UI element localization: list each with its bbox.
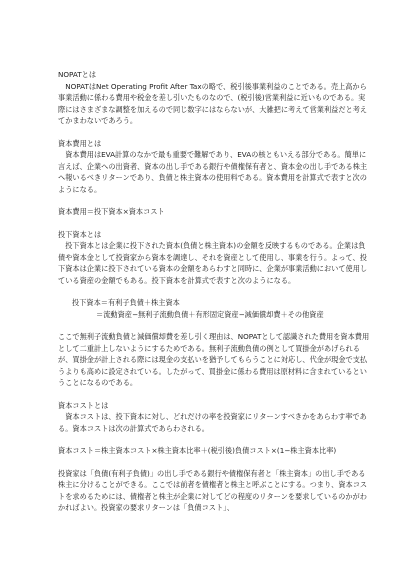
spacer (58, 320, 371, 331)
cost-of-capital-formula: 資本コスト＝株主資本コスト×株主資本比率＋(税引後)負債コスト×(1−株主資本比率) (58, 446, 337, 455)
spacer (58, 195, 371, 206)
spacer (58, 127, 371, 138)
capital-charge-formula: 資本費用＝投下資本×資本コスト (58, 207, 165, 216)
spacer (58, 218, 371, 229)
invested-capital-note: ここで無利子流動負債と減価償却費を差し引く理由は、NOPATとして認識された費用を資本費用として二重計上しないようにするためである。無利子流動負債の例として買掛金があげられるが、買掛金が計上される際には現金の支払いを猶予してもらうことに対応し、代金が現金で支払うよりも高めに設定されている。したがって、買掛金に係わる費用は原材料に含まれているということになるのである。 (58, 332, 370, 387)
cost-of-capital-closing: 投資家は「負債(有利子負債)」の出し手である銀行や債権保有者と「株主資本」の出し手である株主に分けることができる。ここでは前者を債権者と株主と呼ぶことにする。つまり、資本コストを求めるためには、債権者と株主が企業に対してどの程度のリターンを要求しているのかがわかればよい。投資家の要求リターンは「負債コスト」、 (58, 468, 368, 512)
capital-charge-body: 資本費用はEVA計算のなかで最も重要で難解であり、EVAの核ともいえる部分である。簡単に言えば、企業への出資者、資本の出し手である銀行や債権保有者と、資本金の出し手である株主へ報いるべきリターンであり、負債と株主資本の使用料である。資本費用を計算式で表すと次のようになる。 (58, 150, 368, 194)
nopat-heading: NOPATとは (58, 70, 97, 79)
nopat-body: NOPATはNet Operating Profit After Taxの略で、税引後事業利益のことである。売上高から事業活動に係わる費用や税金を差し引いたものなので、(税引後)営業利益に近いものである。実際にはさまざまな調整を加えるので同じ数字にはならないが、大雑把に考えて営業利益だと考えてかまわないであろう。 (58, 81, 368, 125)
spacer (58, 457, 371, 468)
invested-capital-heading: 投下資本とは (58, 229, 102, 239)
spacer (58, 286, 371, 297)
invested-capital-formula-line-1: 投下資本＝有利子負債＋株主資本 (72, 298, 180, 307)
cost-of-capital-body: 資本コストは、投下資本に対し、どれだけの率を投資家にリターンすべきかをあらわす率である。資本コストは次の計算式であらわされる。 (58, 412, 367, 433)
spacer (58, 434, 371, 445)
spacer (58, 389, 371, 400)
cost-of-capital-heading: 資本コストとは (58, 400, 109, 410)
invested-capital-body: 投下資本とは企業に投下された資本(負債と株主資本)の金額を反映するものである。企業は負債や資本金として投資家から資本を調達し、それを資産として使用し、事業を行う。よって、投下資本は企業に投下されている資本の金額をあらわすと同時に、企業が事業活動において使用している資産の金額でもある。投下資本を計算式で表すと次のようになる。 (58, 241, 368, 285)
capital-charge-heading: 資本費用とは (58, 138, 102, 148)
invested-capital-formula-line-2: ＝流動資産−無利子流動負債＋有形固定資産−減価償却費＋その他資産 (96, 309, 324, 319)
